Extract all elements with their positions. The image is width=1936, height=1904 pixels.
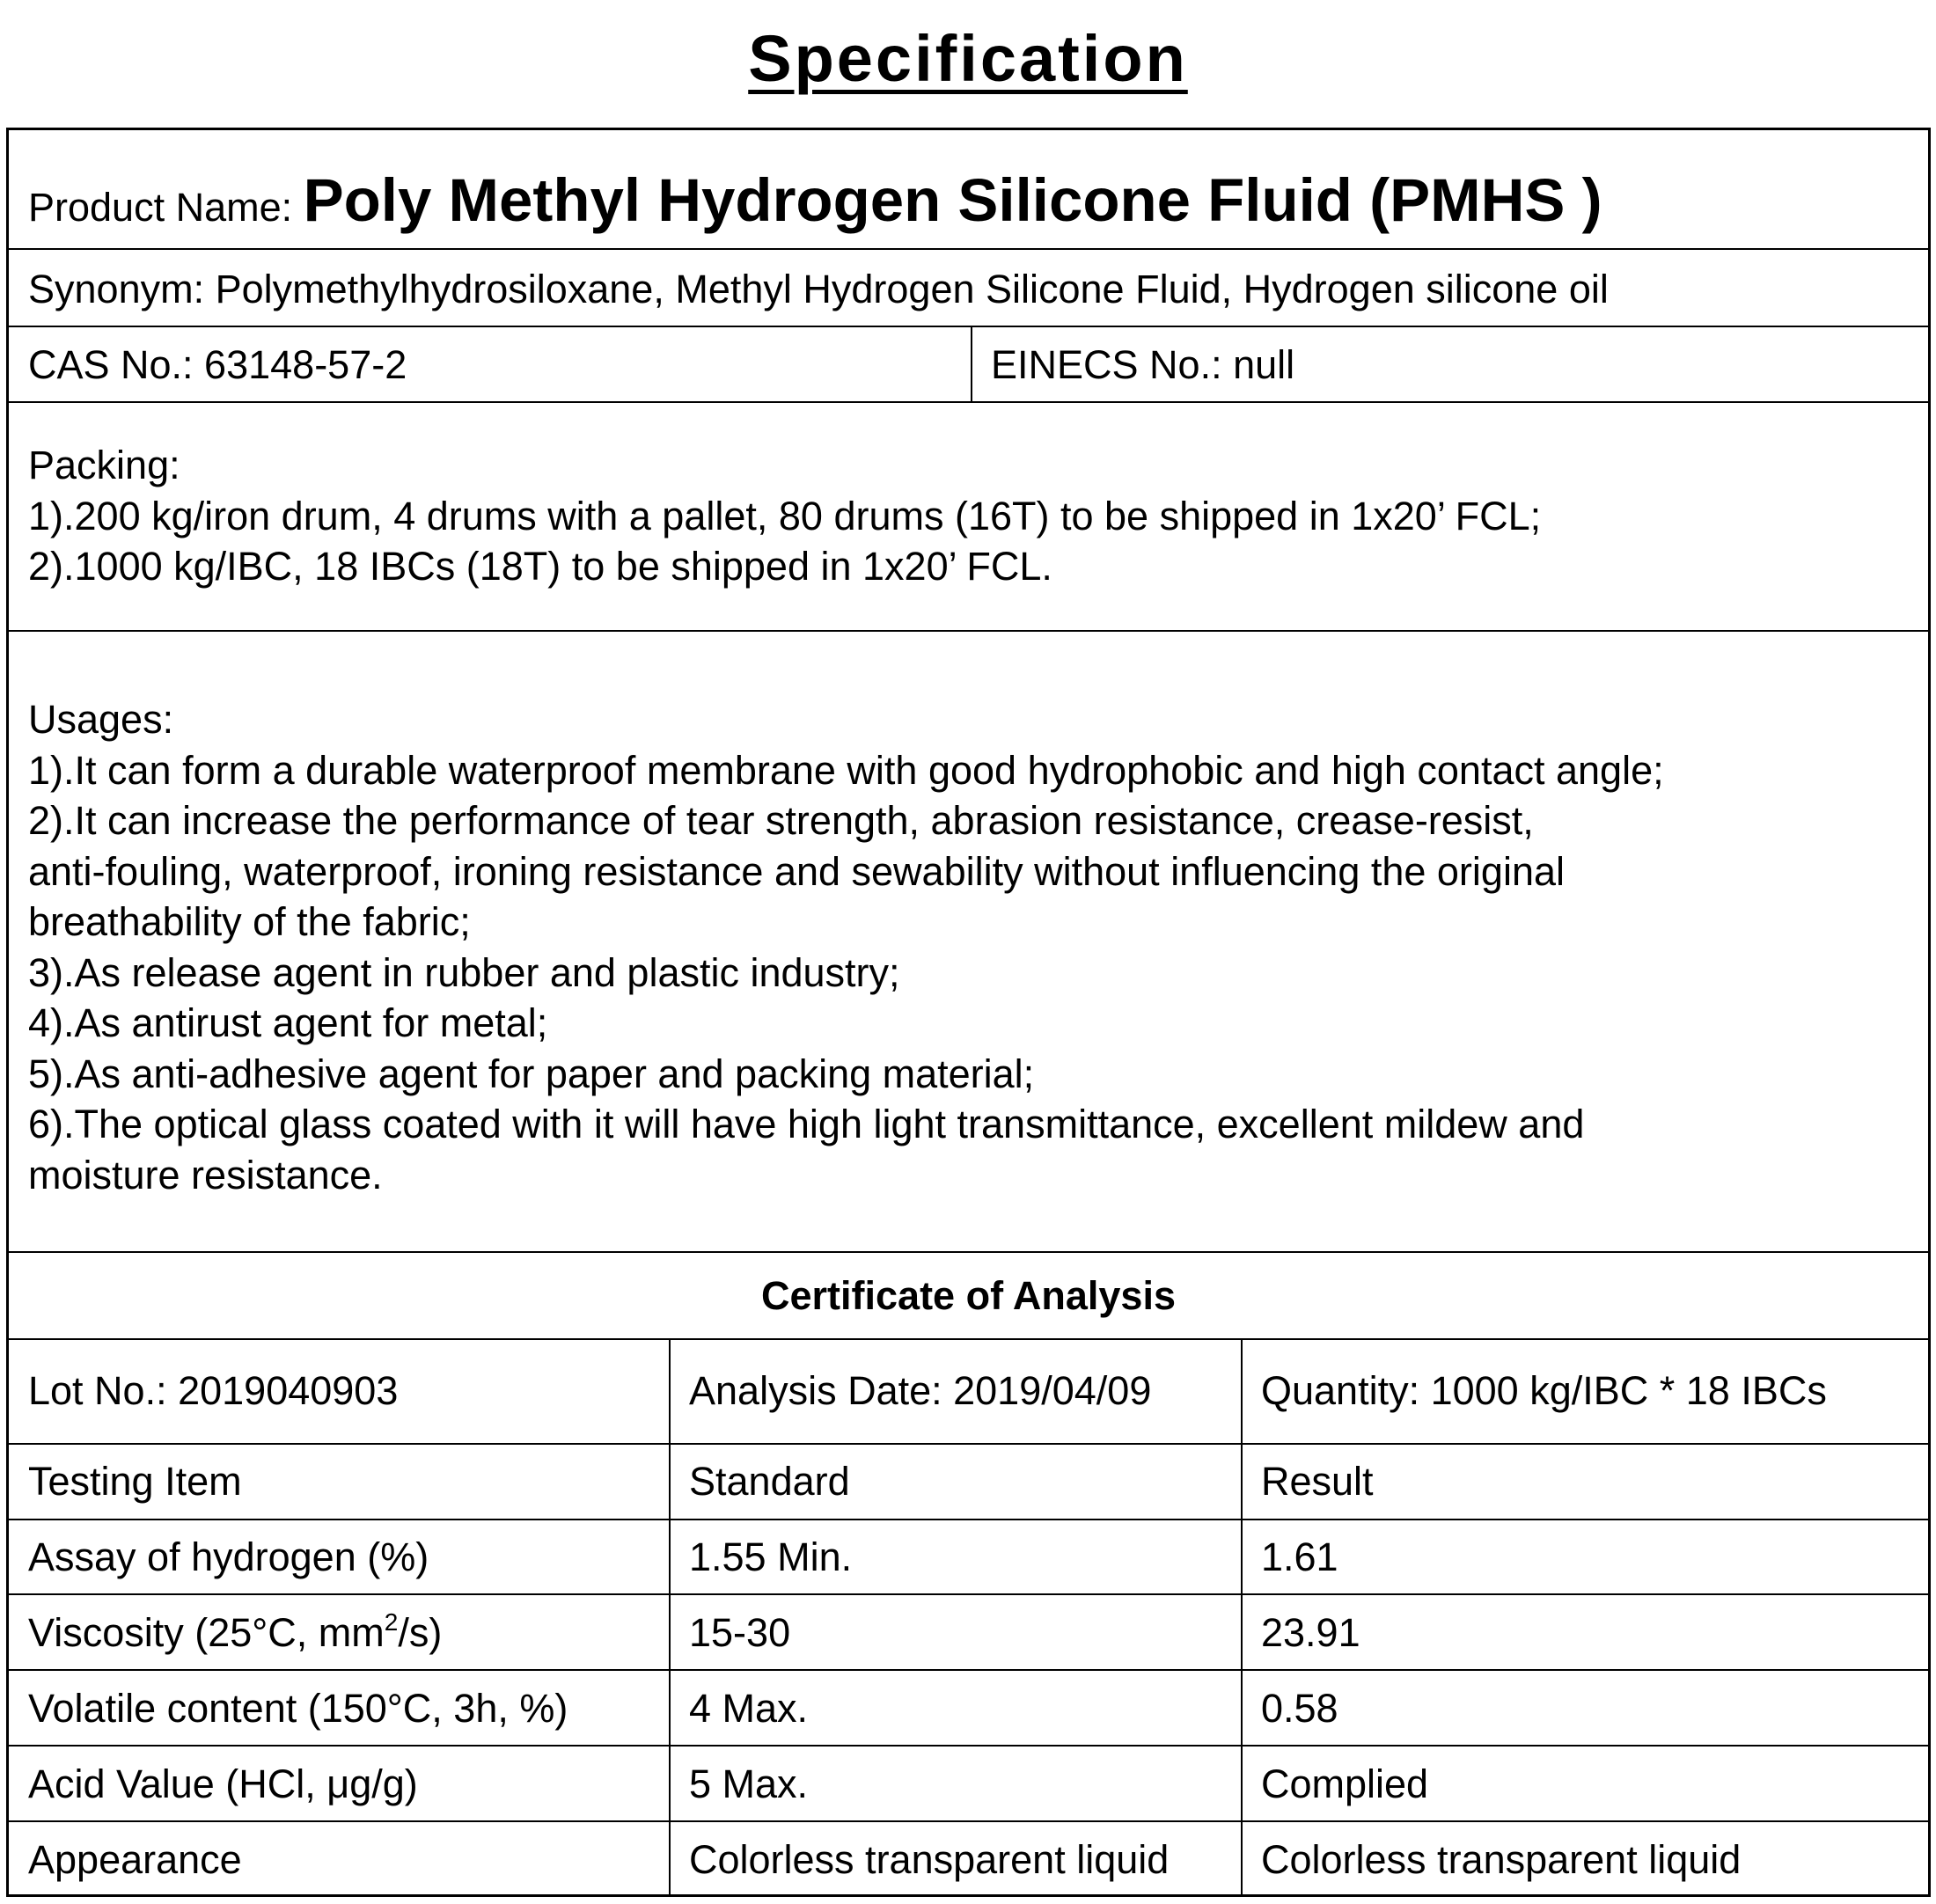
usage-line: moisture resistance. bbox=[28, 1152, 383, 1197]
usage-line: 3).As release agent in rubber and plastic industry; bbox=[28, 949, 900, 995]
product-name-label: Product Name: bbox=[28, 185, 293, 230]
table-row-item: Acid Value (HCl, μg/g) bbox=[28, 1761, 418, 1806]
specification-sheet bbox=[6, 128, 1931, 1897]
divider bbox=[9, 1669, 1928, 1671]
page-title-text: Specification bbox=[748, 22, 1188, 95]
divider bbox=[9, 1519, 1928, 1520]
packing-line: 2).1000 kg/IBC, 18 IBCs (18T) to be shipped in 1x20’ FCL. bbox=[28, 544, 1052, 589]
table-row-standard: 5 Max. bbox=[689, 1761, 809, 1806]
table-row-result: 1.61 bbox=[1261, 1534, 1338, 1579]
table-row-result: 0.58 bbox=[1261, 1686, 1338, 1731]
usage-line: 2).It can increase the performance of tear strength, abrasion resistance, crease-resist, bbox=[28, 798, 1534, 843]
viscosity-label: Viscosity (25°C, mm bbox=[28, 1610, 385, 1655]
quantity: Quantity: 1000 kg/IBC * 18 IBCs bbox=[1261, 1368, 1827, 1413]
divider bbox=[9, 1820, 1928, 1822]
table-row-standard: 4 Max. bbox=[689, 1686, 809, 1731]
product-name-row bbox=[28, 157, 1602, 252]
column-divider bbox=[971, 326, 972, 401]
table-row-result: 23.91 bbox=[1261, 1610, 1360, 1655]
synonym-text: Synonym: Polymethylhydrosiloxane, Methyl Hydrogen Silicone Fluid, Hydrogen silicone oil bbox=[28, 267, 1609, 311]
table-row-item bbox=[28, 1608, 442, 1658]
column-header-result: Result bbox=[1261, 1459, 1374, 1504]
packing-section bbox=[28, 440, 1541, 592]
divider bbox=[9, 248, 1928, 250]
packing-label: Packing: bbox=[28, 443, 180, 487]
usage-line: breathability of the fabric; bbox=[28, 899, 471, 944]
einecs-number: EINECS No.: null bbox=[991, 342, 1295, 387]
coa-heading: Certificate of Analysis bbox=[761, 1273, 1176, 1318]
usage-line: 1).It can form a durable waterproof membrane with good hydrophobic and high contact angle; bbox=[28, 747, 1664, 793]
cas-number: CAS No.: 63148-57-2 bbox=[28, 342, 407, 387]
table-row-standard: 15-30 bbox=[689, 1610, 791, 1655]
page-title bbox=[0, 19, 1936, 99]
divider bbox=[9, 1251, 1928, 1253]
divider bbox=[9, 1443, 1928, 1445]
divider bbox=[9, 630, 1928, 632]
packing-line: 1).200 kg/iron drum, 4 drums with a pallet, 80 drums (16T) to be shipped in 1x20’ FCL; bbox=[28, 493, 1542, 538]
viscosity-label-suffix: /s) bbox=[398, 1610, 443, 1655]
product-name-value: Poly Methyl Hydrogen Silicone Fluid (PMHS ) bbox=[303, 166, 1602, 234]
column-divider bbox=[1241, 1338, 1243, 1894]
column-header-testing-item: Testing Item bbox=[28, 1459, 242, 1504]
superscript: 2 bbox=[384, 1608, 399, 1636]
table-row-standard: Colorless transparent liquid bbox=[689, 1837, 1170, 1882]
divider bbox=[9, 1338, 1928, 1340]
usages-section bbox=[28, 694, 1664, 1200]
table-row-item: Volatile content (150°C, 3h, %) bbox=[28, 1686, 568, 1731]
usages-label: Usages: bbox=[28, 697, 174, 742]
divider bbox=[9, 1745, 1928, 1747]
usage-line: anti-fouling, waterproof, ironing resistance and sewability without influencing the original bbox=[28, 848, 1565, 894]
usage-line: 6).The optical glass coated with it will have high light transmittance, excellent mildew and bbox=[28, 1102, 1585, 1146]
column-header-standard: Standard bbox=[689, 1459, 850, 1504]
column-divider bbox=[669, 1338, 671, 1894]
divider bbox=[9, 326, 1928, 327]
table-row-item: Appearance bbox=[28, 1837, 242, 1882]
usage-line: 4).As antirust agent for metal; bbox=[28, 1000, 548, 1045]
analysis-date: Analysis Date: 2019/04/09 bbox=[689, 1368, 1152, 1413]
divider bbox=[9, 1593, 1928, 1595]
table-row-result: Colorless transparent liquid bbox=[1261, 1837, 1742, 1882]
table-row-standard: 1.55 Min. bbox=[689, 1534, 853, 1579]
lot-number: Lot No.: 2019040903 bbox=[28, 1368, 399, 1413]
table-row-result: Complied bbox=[1261, 1761, 1429, 1806]
usage-line: 5).As anti-adhesive agent for paper and packing material; bbox=[28, 1051, 1035, 1096]
divider bbox=[9, 401, 1928, 403]
table-row-item: Assay of hydrogen (%) bbox=[28, 1534, 429, 1579]
